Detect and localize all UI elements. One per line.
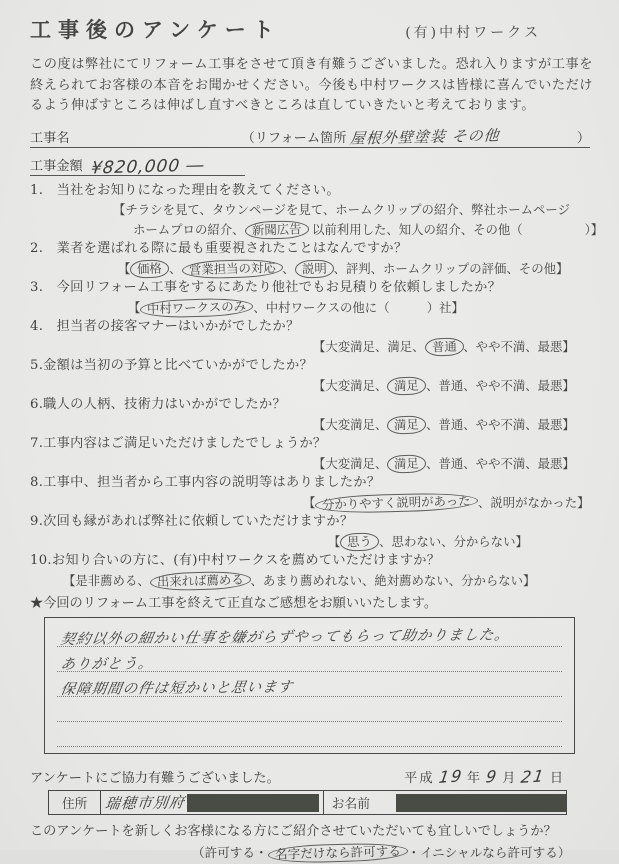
option-line <box>63 571 593 591</box>
circled-answer: 新聞広告 <box>244 220 308 240</box>
comment-line <box>57 647 562 672</box>
option-text: 、 <box>169 260 182 276</box>
day-label: 日 <box>549 771 565 786</box>
name-value-cell <box>382 791 566 814</box>
comment-line <box>57 722 562 747</box>
circled-answer: 分かりやすく説明があった <box>315 491 478 514</box>
question-9 <box>30 512 593 551</box>
option-text: 、思わない、分からない】 <box>379 533 528 549</box>
option-line <box>313 337 593 357</box>
circled-answer: 価格 <box>130 259 169 278</box>
option-line <box>313 415 593 435</box>
page-title: 工事後のアンケート <box>30 17 281 42</box>
option-text: 【 <box>128 299 141 315</box>
comment-line <box>57 672 562 697</box>
address-redaction-block <box>187 794 319 812</box>
option-line <box>313 454 593 474</box>
option-text: 、中村ワークスの他に（ ）社】 <box>253 299 464 315</box>
question-text: 4. 担当者の接客マナーはいかがでしたか？ <box>30 319 300 334</box>
option-text: 、評判、ホームクリップの評価、その他】 <box>333 260 569 276</box>
question-text: 3. 今回リフォーム工事をするにあたり他社でもお見積りを依頼しましたか？ <box>30 280 502 295</box>
day-handwritten-value: 21 <box>520 766 548 787</box>
circled-answer: 説明 <box>294 259 333 278</box>
option-text: 、普通、やや不満、最悪】 <box>426 416 575 432</box>
intro-paragraph: この度は弊社にてリフォーム工事をさせて頂き有難うございました。恐れ入りますが工事を終えられてお客様の本音をお聞かせください。今後も中村ワークスは皆様に喜んでいただけるよう伸ばすところは伸ばし直すべきところは直していきたいと考えております。 <box>30 57 593 113</box>
option-text: 【 <box>118 260 131 276</box>
date-field <box>404 767 565 786</box>
option-text: 【チラシを見て、タウンページを見て、ホームクリップの紹介、弊社ホームページ <box>113 202 570 217</box>
address-handwritten-value: 瑞穂市別府 <box>104 793 187 813</box>
comment-box <box>44 617 575 754</box>
address-label: 住所 <box>49 791 101 814</box>
option-line <box>113 200 593 220</box>
circled-answer: 満足 <box>387 454 426 473</box>
option-line <box>118 259 593 279</box>
question-10 <box>30 551 593 590</box>
question-2 <box>30 239 593 278</box>
comment-line <box>57 622 562 647</box>
question-4 <box>30 317 593 356</box>
question-text: 6.職人の人柄、技術力はいかがでしたか？ <box>30 397 286 412</box>
question-list <box>30 181 604 591</box>
company-name: (有)中村ワークス <box>405 25 541 41</box>
question-7 <box>30 434 593 473</box>
question-5 <box>30 356 593 395</box>
month-label: 月 <box>502 771 518 786</box>
option-text: 【 <box>303 494 316 510</box>
circled-answer: 名字だけなら許可する <box>267 842 407 864</box>
work-amount-field <box>30 154 245 179</box>
work-name-field <box>30 126 590 148</box>
month-handwritten-value: 9 <box>484 766 500 787</box>
option-text: 、普通、やや不満、最悪】 <box>426 377 575 393</box>
feedback-prompt: ★今回のリフォーム工事を終えて正直なご感想をお願いいたします。 <box>30 596 438 611</box>
option-text: （許可する・ <box>192 845 268 860</box>
circled-answer: 満足 <box>387 376 426 395</box>
circled-answer: 満足 <box>387 415 426 434</box>
option-text: 、やや不満、最悪】 <box>463 338 575 354</box>
question-text: 9.次回も縁があれば弊社に依頼していただけますか？ <box>30 514 354 529</box>
question-3 <box>30 278 593 317</box>
option-text: ・イニシャルなら許可する） <box>407 845 571 860</box>
circled-answer: 中村ワークスのみ <box>140 297 253 318</box>
option-text: 、あまり薦めれない、絶対薦めない、分からない】 <box>250 572 536 588</box>
work-amount-label: 工事金額 <box>30 158 83 174</box>
permission-options <box>192 842 593 862</box>
question-8 <box>30 473 593 512</box>
thanks-row <box>30 767 593 786</box>
name-redaction-block <box>396 794 566 812</box>
circled-answer: 営業担当の対応 <box>181 258 282 279</box>
option-line <box>303 493 593 513</box>
contact-info-table <box>48 790 567 815</box>
option-text: 以前利用した、知人の紹介、その他（ ）】 <box>308 221 604 237</box>
year-handwritten-value: 19 <box>437 766 465 787</box>
question-6 <box>30 395 593 434</box>
reform-location-close-paren: ） <box>576 130 590 146</box>
reform-location-label: （リフォーム箇所 <box>241 130 347 146</box>
comment-line <box>57 697 562 722</box>
option-text: 【大変満足、 <box>313 416 388 432</box>
question-text: 7.工事内容はご満足いただけましたでしょうか？ <box>30 436 327 451</box>
option-text: 、 <box>282 260 295 276</box>
option-line <box>133 220 604 240</box>
option-line <box>328 532 593 552</box>
circled-answer: 思う <box>340 532 379 551</box>
handwritten-comment: 契約以外の細かい仕事を嫌がらずやってもらって助かりました。 <box>59 627 512 648</box>
circled-answer: 普通 <box>424 337 463 356</box>
question-text: 10.お知り合いの方に、(有)中村ワークスを薦めていただけますか？ <box>30 553 441 568</box>
option-text: 【大変満足、 <box>313 455 388 471</box>
question-1 <box>30 181 604 240</box>
header <box>30 14 593 44</box>
handwritten-comment: 保障期間の件は短かいと思います <box>59 679 295 698</box>
question-text: 8.工事中、担当者から工事内容の説明等はありましたか？ <box>30 475 381 490</box>
name-label: お名前 <box>331 797 371 812</box>
option-text: 、普通、やや不満、最悪】 <box>426 455 575 471</box>
option-line <box>313 376 593 396</box>
work-amount-handwritten-value: ¥820,000 ― <box>89 154 206 179</box>
option-text: ホームプロの紹介、 <box>133 221 245 237</box>
option-text: 【 <box>328 533 341 549</box>
thanks-text: アンケートにご協力有難うございました。 <box>30 771 280 786</box>
reform-location-handwritten-value: 屋根外壁塗装 その他 <box>349 125 501 148</box>
year-label: 年 <box>466 771 483 786</box>
question-text: 1. 当社をお知りになった理由を教えてください。 <box>30 182 340 198</box>
option-text: 【是非薦める、 <box>63 572 150 588</box>
handwritten-comment: ありがとう。 <box>59 655 155 673</box>
option-text: 、説明がなかった】 <box>477 494 590 510</box>
address-value-cell <box>101 791 323 814</box>
option-text: 【大変満足、満足、 <box>313 338 425 354</box>
era-label: 平成 <box>404 771 435 786</box>
question-text: 2. 業者を選ばれる際に最も重要視されたことはなんですか？ <box>30 241 408 256</box>
option-line <box>128 298 593 318</box>
work-name-label: 工事名 <box>30 130 70 146</box>
question-text: 5.金額は当初の予算と比べていかがでしたか？ <box>30 358 313 373</box>
referral-question: このアンケートを新しくお客様になる方にご紹介させていただいても宜しいでしょうか？ <box>30 824 557 839</box>
option-text: 【大変満足、 <box>313 377 388 393</box>
circled-answer: 出来れば薦める <box>150 570 251 591</box>
